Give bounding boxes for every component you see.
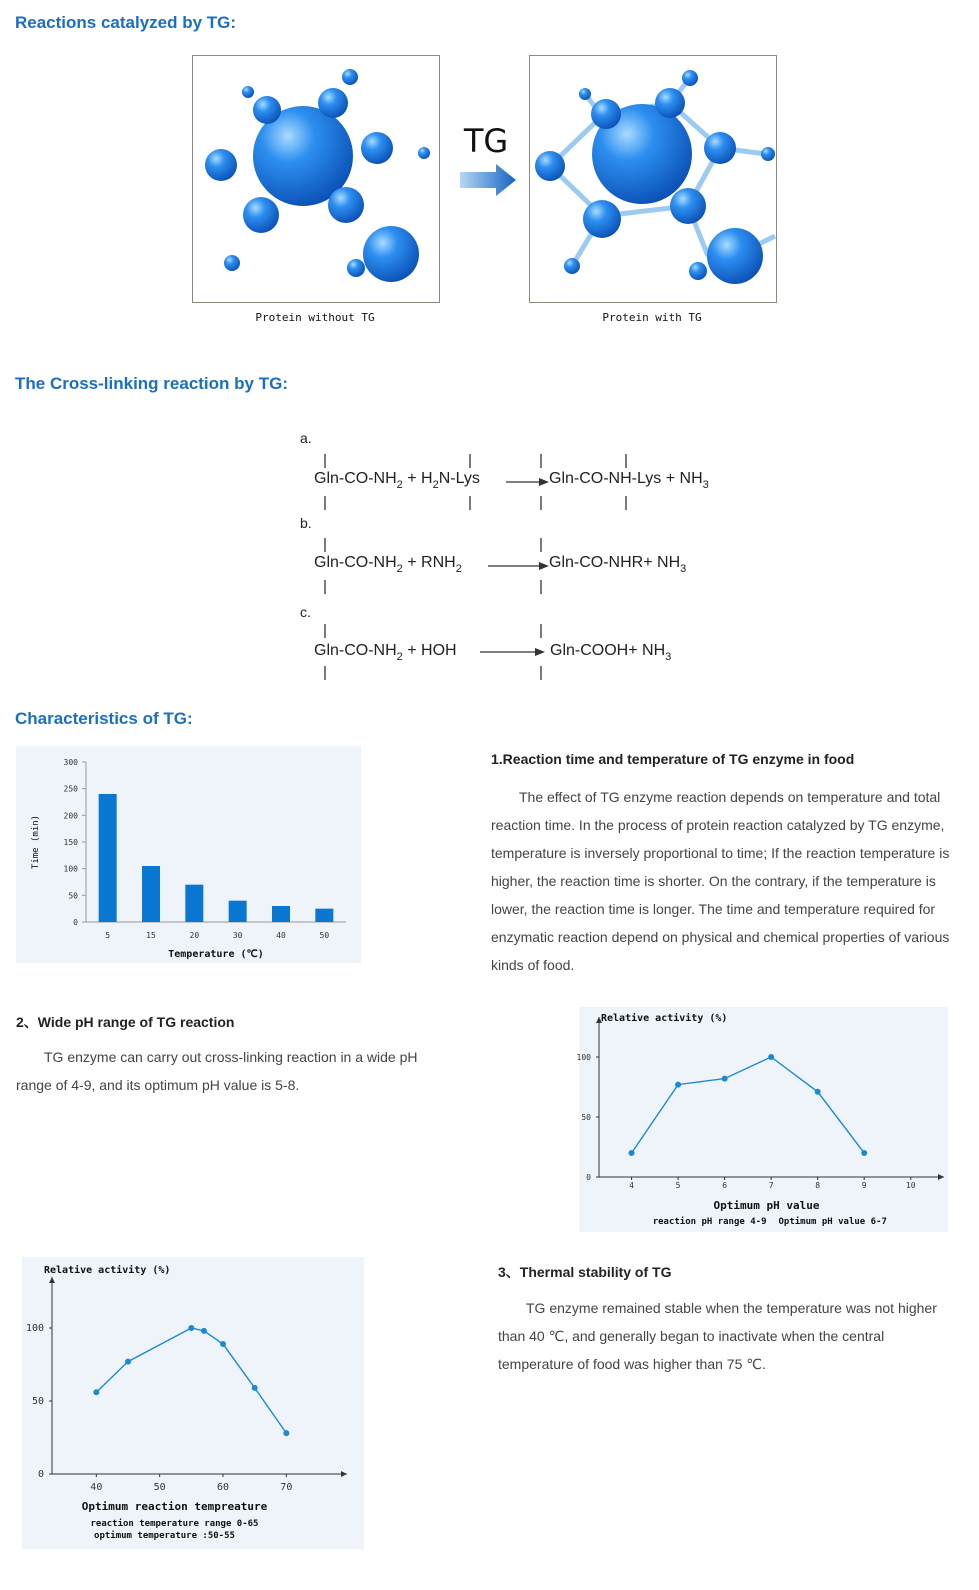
temperature-chart-svg: [22, 1257, 364, 1549]
caption-protein-without-tg: Protein without TG: [255, 311, 375, 324]
series-line: [632, 1057, 865, 1153]
reaction-c-reactants: Gln-$CO-NH_2$ + HOH: [314, 642, 457, 663]
x-tick-label: 15: [146, 931, 156, 940]
ph-activity-line-chart: [576, 1007, 948, 1232]
protein-spheres-illustration: [193, 56, 439, 302]
y-tick-label: 50: [68, 891, 78, 901]
reaction-c-products: Gln-COOH+ $NH_3$: [550, 642, 672, 663]
data-point: [722, 1076, 728, 1082]
temperature-activity-line-chart: [22, 1257, 364, 1549]
x-tick-label: 40: [276, 931, 286, 940]
reaction-b-label: b.: [300, 515, 312, 531]
reaction-b-products: $Gln-CO-NHR+ NH_3$: [549, 554, 687, 575]
data-point: [283, 1430, 289, 1436]
data-point: [220, 1341, 226, 1347]
text3-body: TG enzyme remained stable when the temperature was not higher than 40 ℃, and generally began to inactivate when the central temperature of food was higher than 75 ℃.: [498, 1300, 937, 1372]
data-point: [815, 1089, 821, 1095]
x-axis-label: Temperature (℃): [168, 949, 264, 960]
y-tick-label: 0: [73, 918, 78, 927]
data-point: [93, 1389, 99, 1395]
reaction-a-reactants: Gln-$CO-NH_2 + H_2N-Lys$: [314, 470, 480, 491]
text1-body: The effect of TG enzyme reaction depends on temperature and total reaction time. In the process of protein reaction catalyzed by TG enzyme, temperature is inversely proportional to time; If the reaction temperature is higher, the reaction time is shorter. On the contrary, if the temperature is lower, the reaction time is longer. The time and temperature required for enzymatic reaction depend on physical and chemical properties of various kinds of food.: [491, 789, 950, 973]
crosslinked-protein-illustration: [530, 56, 776, 302]
reaction-a-label: a.: [300, 430, 312, 446]
x-axis-arrow: [341, 1471, 347, 1477]
text1-heading: 1.Reaction time and temperature of TG enzyme in food: [491, 751, 855, 767]
x-axis-arrow: [938, 1174, 944, 1180]
x-tick-label: 4: [629, 1181, 634, 1190]
x-tick-label: 50: [153, 1482, 166, 1493]
caption-protein-with-tg: Protein with TG: [602, 311, 702, 324]
data-point: [629, 1150, 635, 1156]
y-tick-label: 100: [576, 1053, 591, 1062]
protein-without-tg-image: [192, 55, 440, 303]
x-axis-label: Optimum reaction tempreature: [81, 1500, 268, 1513]
data-point: [188, 1325, 194, 1331]
right-arrow-icon: [458, 162, 518, 198]
bar: [272, 906, 290, 922]
y-tick-label: 100: [63, 864, 78, 874]
tg-arrow-label: TG: [463, 122, 509, 160]
reaction-b-reactants: Gln-$CO-NH_2 + RNH_2$: [314, 554, 462, 575]
series-line: [96, 1328, 286, 1433]
bar-chart-svg: [16, 746, 361, 963]
x-tick-label: 6: [722, 1181, 728, 1190]
y-tick-label: 50: [581, 1113, 591, 1122]
data-point: [768, 1054, 774, 1060]
y-tick-label: 100: [25, 1323, 44, 1334]
bar: [315, 909, 333, 922]
bar: [229, 901, 247, 922]
data-point: [125, 1359, 131, 1365]
y-tick-label: 0: [37, 1469, 44, 1480]
data-point: [252, 1385, 258, 1391]
y-tick-label: 0: [586, 1173, 591, 1182]
x-tick-label: 60: [216, 1482, 230, 1493]
x-tick-label: 10: [905, 1181, 916, 1190]
x-tick-label: 30: [232, 931, 243, 940]
reaction-c-label: c.: [300, 604, 311, 620]
ph-chart-svg: [576, 1007, 948, 1232]
bar: [99, 794, 117, 922]
protein-with-tg-image: [529, 55, 777, 303]
x-sublabel-1: reaction pH range 4-9: [652, 1217, 767, 1227]
data-point: [201, 1328, 207, 1334]
x-tick-label: 5: [675, 1181, 681, 1190]
y-axis-label: Relative activity (%): [44, 1265, 171, 1276]
text2-body: TG enzyme can carry out cross-linking reaction in a wide pH range of 4-9, and its optimum pH value is 5-8.: [16, 1049, 418, 1093]
reaction-a-products: $Gln-CO-NH-Lys + NH_3$: [549, 470, 709, 491]
x-tick-label: 7: [768, 1181, 774, 1190]
section-title-reactions: Reactions catalyzed by TG:: [15, 13, 237, 32]
time-temperature-bar-chart: [16, 746, 361, 963]
y-axis-label: Relative activity (%): [601, 1013, 728, 1024]
section-title-characteristics: Characteristics of TG:: [15, 709, 193, 728]
section-title-crosslinking: The Cross-linking reaction by TG:: [15, 374, 288, 393]
x-tick-label: 9: [861, 1181, 867, 1190]
x-tick-label: 5: [105, 931, 111, 940]
y-tick-label: 150: [63, 838, 78, 847]
y-axis-label: Time (min): [31, 814, 41, 870]
y-tick-label: 300: [63, 758, 78, 767]
x-sublabel-1: reaction temperature range 0-65: [90, 1519, 259, 1529]
x-axis-label: Optimum pH value: [713, 1199, 820, 1212]
data-point: [675, 1082, 681, 1088]
y-axis-arrow: [49, 1277, 55, 1283]
text2-heading: 2、Wide pH range of TG reaction: [16, 1014, 235, 1030]
reaction-equations: [298, 428, 738, 690]
y-tick-label: 250: [63, 784, 78, 794]
data-point: [861, 1150, 867, 1156]
y-tick-label: 200: [63, 811, 78, 821]
text3-heading: 3、Thermal stability of TG: [498, 1264, 672, 1280]
x-tick-label: 8: [815, 1181, 821, 1190]
y-tick-label: 50: [31, 1396, 44, 1407]
bar: [142, 866, 160, 922]
x-sublabel-2: optimum temperature :50-55: [94, 1531, 235, 1541]
bar: [185, 885, 203, 922]
x-tick-label: 20: [189, 931, 200, 940]
x-tick-label: 40: [90, 1482, 103, 1493]
x-sublabel-2: Optimum pH value 6-7: [778, 1217, 887, 1227]
x-tick-label: 70: [280, 1482, 293, 1493]
x-tick-label: 50: [319, 931, 330, 940]
